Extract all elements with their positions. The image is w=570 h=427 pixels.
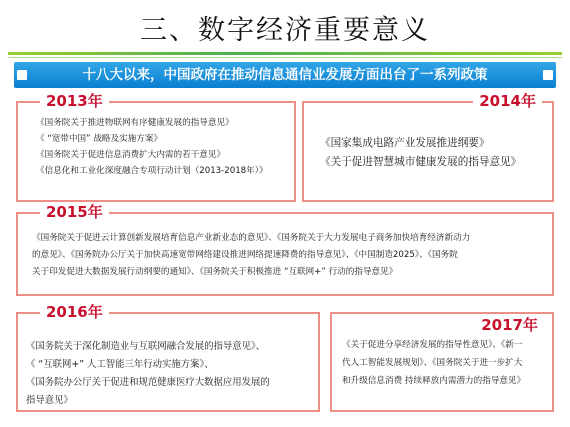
policy-line: 《 “互联网+” 人工智能三年行动实施方案》、: [26, 359, 214, 370]
policy-line: 指导意见》: [26, 395, 73, 406]
section-2014: [302, 92, 554, 202]
year-label-2014: 2014年: [473, 92, 542, 110]
policy-list-2013: [36, 115, 268, 179]
policy-line: 的意见》、《国务院办公厅关于加快高速宽带网络建设推进网络提速降费的指导意见》、《中国制造2025》、《国务院: [32, 250, 458, 260]
policy-banner: 十八大以来，中国政府在推动信息通信业发展方面出台了一系列政策: [14, 62, 556, 88]
policy-line: 《国务院关于深化制造业与互联网融合发展的指导意见》、: [26, 341, 266, 352]
section-2013: [16, 92, 296, 202]
title-divider: [8, 52, 562, 55]
policy-item: 《国务院关于促进信息消费扩大内需的若干意见》: [36, 150, 226, 160]
title-divider-thin: [8, 57, 562, 58]
policy-item: 《国务院关于推进物联网有序健康发展的指导意见》: [36, 118, 234, 128]
year-label-2015: 2015年: [40, 203, 109, 221]
section-2017: [330, 312, 554, 412]
policy-item: 《信息化和工业化深度融合专项行动计划（2013-2018年）》: [36, 166, 268, 176]
policy-line: 关于印发促进大数据发展行动纲要的通知》、《国务院关于积极推进 “互联网+” 行动的指导意见》: [32, 267, 398, 277]
policy-item: 《关于促进智慧城市健康发展的指导意见》: [320, 156, 522, 168]
policy-item: 《 “宽带中国” 战略及实施方案》: [36, 134, 163, 144]
year-label-2016: 2016年: [40, 303, 109, 321]
section-2015: [16, 203, 554, 296]
policy-list-2014: [320, 134, 521, 172]
policy-item: 《国家集成电路产业发展推进纲要》: [320, 137, 490, 149]
year-label-2013: 2013年: [40, 92, 109, 110]
policy-line: 《国务院办公厅关于促进和规范健康医疗大数据应用发展的: [26, 377, 270, 388]
policy-line: 代人工智能发展规划》、《国务院关于进一步扩大: [342, 358, 523, 368]
section-2016: [16, 303, 320, 412]
year-label-2017: 2017年: [475, 316, 544, 334]
policy-list-2015: [32, 230, 470, 281]
policy-list-2016: [26, 338, 270, 410]
policy-line: 和升级信息消费 持续释放内需潜力的指导意见》: [342, 376, 526, 386]
policy-line: 《国务院关于促进云计算创新发展培育信息产业新业态的意见》、《国务院关于大力发展电子商务加快培育经济新动力: [32, 233, 471, 243]
policy-line: 《关于促进分享经济发展的指导性意见》、《新一: [342, 340, 523, 350]
slide-title: 三、数字经济重要意义: [140, 15, 430, 46]
policy-list-2017: [342, 336, 525, 390]
